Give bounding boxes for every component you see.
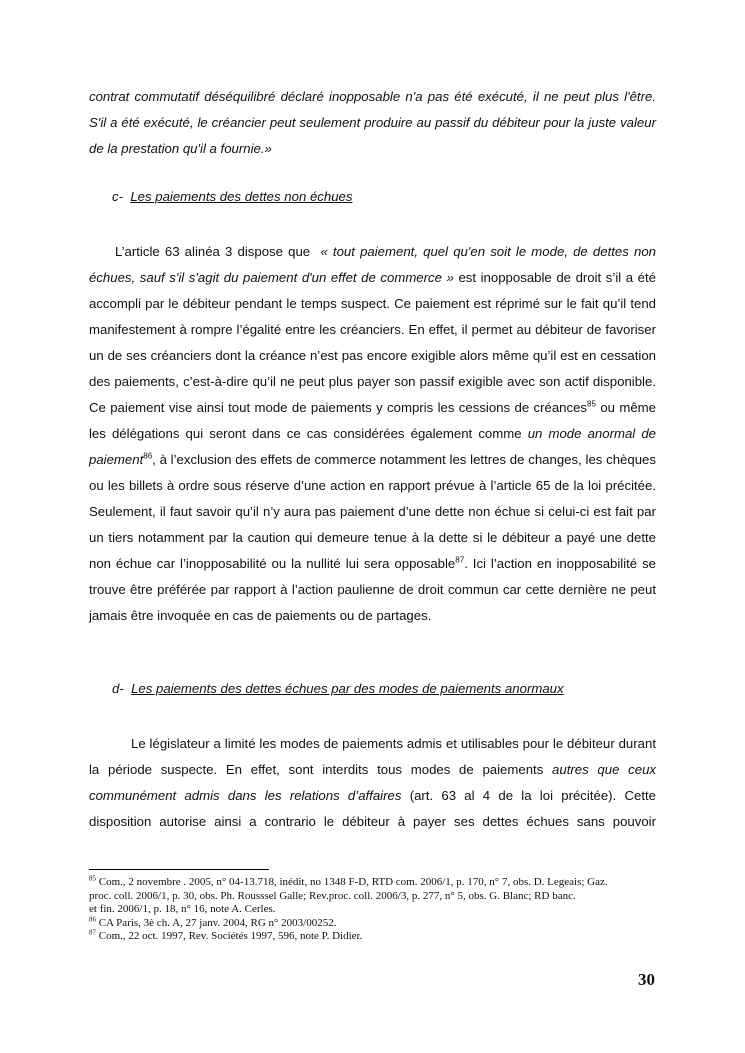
footnote-85: $^{85}$ Com., 2 novembre . 2005, n° 04-13.718, inédit, no 1348 F-D, RTD com. 2006/1, p. 170, n° 7, obs. D. Legeais; Gaz. [89,874,608,888]
footnote-ref-86: 86 [143,451,153,461]
section-d-title: Les paiements des dettes échues par des modes de paiements anormaux [131,681,564,696]
footnote-87: $^{87}$ Com., 22 oct. 1997, Rev. Sociétés 1997, 596, note P. Didier. [89,928,363,942]
section-d-heading: d- Les paiements des dettes échues par des modes de paiements anormaux [112,681,564,696]
paragraph-abnormal-payments: Le législateur a limité les modes de paiements admis et utilisables pour le débiteur durant la période suspecte. En effet, sont interdits tous modes de paiements autres que ceux communément admis dans les relations d’affaires (art. 63 al 4 de la loi précitée). Cette disposition autorise ainsi a contrario le débiteur à payer ses dettes échues sans pouvoir [89,736,656,829]
footnote-86: $^{86}$ CA Paris, 3è ch. A, 27 janv. 2004, RG n° 2003/00252. [89,914,337,929]
paragraph-payments-non-due-debts: L’article 63 alinéa 3 dispose que « tout paiement, quel qu'en soit le mode, de dettes non échues, sauf s'il s'agit du paiement d'un effet de commerce » est inopposable de droit s’il a été accompli par le débiteur pendant le temps suspect. Ce paiement est réprimé sur le fait qu’il tend manifestement à rompre l’égalité entre les créanciers. En effet, il permet au débiteur de favoriser un de ses créanciers dont la créance n’est pas encore exigible alors même qu’il est en cessation des paiements, c’est-à-dire qu’il ne peut plus payer son passif exigible avec son actif disponible. Ce paiement vise ainsi tout mode de paiements y compris les cessions de créances$^{85}$ ou même les délégations qui seront dans ce cas considérées également comme un mode anormal de paiement$^{86}$, à l’exclusion des effets de commerce notamment les lettres de changes, les chèques ou les billets à ordre sous réserve d’une action en rapport prévue à l’article 65 de la loi précitée. Seulement, il faut savoir qu’il n’y aura pas paiement d’une dette non échue si celui-ci est fait par un tiers notamment par la caution qui demeure tenue à la dette si le débiteur a payé une dette non échue car l’inopposabilité ou la nullité lui sera opposable$^{87}$. Ici l’action en inopposabilité se trouve être préférée par rapport à l’action paulienne de droit commun car cette dernière ne peut jamais être invoquée en cas de paiements ou de partages. [89,244,657,623]
quote-article-63: « tout paiement, quel qu'en soit le mode, de dettes non échues, sauf s'il s'agit du paiement d'un effet de commerce » [89,244,656,285]
footnote-ref-87: 87 [455,555,465,565]
footnotes [89,876,656,944]
intro-paragraph: contrat commutatif déséquilibré déclaré inopposable n'a pas été exécuté, il ne peut plus l'être. S'il a été exécuté, le créancier peut seulement produire au passif du débiteur pour la juste valeur de la prestation qu'il a fournie.» [89,89,656,156]
footnote-85-line-2: proc. coll. 2006/1, p. 30, obs. Ph. Rousssel Galle; Rev.proc. coll. 2006/3, p. 277, n° 5, obs. G. Blanc; RD banc. [89,889,576,902]
footnote-ref-85: 85 [587,399,596,409]
footnote-85-line-3: et fin. 2006/1, p. 18, n° 16, note A. Cerles. [89,903,276,915]
section-c-heading: c- Les paiements des dettes non échues [112,189,353,204]
page-number: 30 [638,970,655,989]
section-c-title: Les paiements des dettes non échues [130,189,353,204]
footnote-separator [89,869,269,870]
